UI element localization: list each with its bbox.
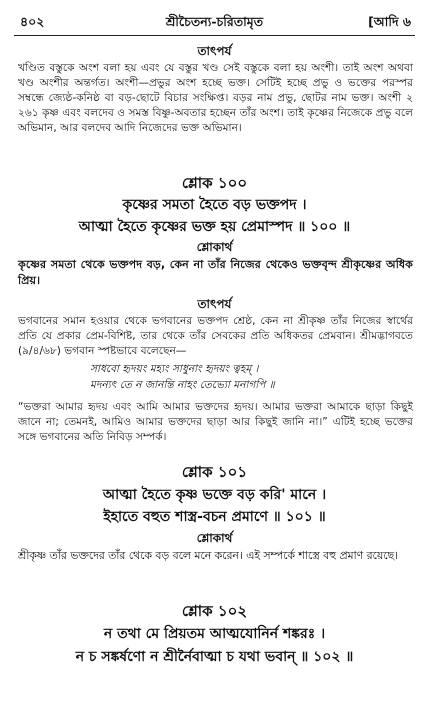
running-title: শ্রীচৈতন্য-চরিতামৃত [165,14,264,29]
translation-heading: শ্লোকার্থ [196,531,233,545]
translation-text: কৃষ্ণের সমতা থেকে ভক্তপদ বড়, কেন না তাঁর নিজের থেকেও ভক্তবৃন্দ শ্রীকৃষ্ণের অধিক প্রিয়। [18,258,413,287]
sanskrit-line: মদন্যৎ তে ন জানন্তি নাহং তেভ্যো মনাগপি ॥ [90,379,275,391]
verse-line: কৃষ্ণের সমতা হৈতে বড় ভক্তপদ । [122,197,307,213]
translation-text: শ্রীকৃষ্ণ তাঁর ভক্তদের তাঁর থেকে বড় বলে মনে করেন। এই সম্পর্কে শাস্ত্রে বহু প্রমাণ রয়েছে। [18,549,398,562]
page-header [14,14,415,34]
page-number: ৪০২ [20,14,45,29]
verse-line: ন তথা মে প্রিয়তম আত্মযোনির্ন শঙ্করঃ । [103,626,326,642]
header-rule [14,35,415,36]
translation-heading: শ্লোকার্থ [196,240,233,254]
chapter-reference: [আদি ৬ [368,14,411,29]
verse-title: শ্লোক ১০১ [181,463,248,481]
verse-line: আত্মা হৈতে কৃষ্ণ ভক্তে বড় করি' মানে । [102,487,327,503]
purport-text: খণ্ডিত বস্তুকে অংশ বলা হয় এবং যে বস্তুর খণ্ড সেই বস্তুকে বলা হয় অংশী। তাই অংশ অথবা খণ্ড অংশীর অন্তর্গত। অংশী—প্রভুর অংশ হচ্ছে ভক্ত। সেটিই হচ্ছে প্রভু ও ভক্তের পরস্পর সম্বন্ধে জ্যেষ্ঠ-কনিষ্ঠ বা বড়-ছোটে বিচার সংক্ষিপ্ত। বড়র নাম প্রভু, ছোটর নাম ভক্ত। অংশী ২ ২৬১ কৃষ্ণ এবং বলদেব ও সমস্ত বিষ্ণু-অবতার হচ্ছেন তাঁর অংশ। তাই কৃষ্ণের নিজেকে প্রভু বলে অভিমান, আর বলদেব আদি নিজেদের ভক্ত অভিমান। [18,62,413,134]
verse-line: ইহাতে বহুত শাস্ত্র-বচন প্রমাণে ॥ ১০১ ॥ [103,509,326,525]
purport-heading: তাৎপর্য [197,44,232,58]
verse-line: আত্মা হৈতে কৃষ্ণের ভক্ত হয় প্রেমাস্পদ ॥ ১০০ ॥ [78,219,351,235]
sanskrit-line: সাধবো হৃদয়ং মহ্যং সাধুনাং হৃদয়ং ত্বহম্ । [90,363,259,375]
verse-line: ন চ সঙ্কর্ষণো ন শ্রীর্নৈবাত্মা চ যথা ভবান্ ॥ ১০২ ॥ [75,649,354,665]
purport-quote: “ভক্তরা আমার হৃদয় এবং আমি আমার ভক্তদের হৃদয়। আমার ভক্তরা আমাকে ছাড়া কিছুই জানে না; তেমনই, আমিও আমার ভক্তদের ছাড়া আর কিছুই জানি না।” এটিই হচ্ছে ভক্তের সঙ্গে ভগবানের অতি নিবিড় সম্পর্ক। [18,401,413,444]
purport-text: ভগবানের সমান হওয়ার থেকে ভগবানের ভক্তপদ শ্রেষ্ঠ, কেন না শ্রীকৃষ্ণ তাঁর নিজের স্বার্থের প্রতি যে প্রকার প্রেম-বিশিষ্ট, তার থেকে তাঁর সেবকের প্রতি অধিকতর প্রেমবান। শ্রীমদ্ভাগবতে (৯/৪/৬৮) ভগবান স্পষ্টভাবে বলেছেন— [18,315,413,358]
purport-heading: তাৎপর্য [197,297,232,311]
verse-title: শ্লোক ১০২ [181,602,248,620]
verse-title: শ্লোক ১০০ [181,174,248,192]
